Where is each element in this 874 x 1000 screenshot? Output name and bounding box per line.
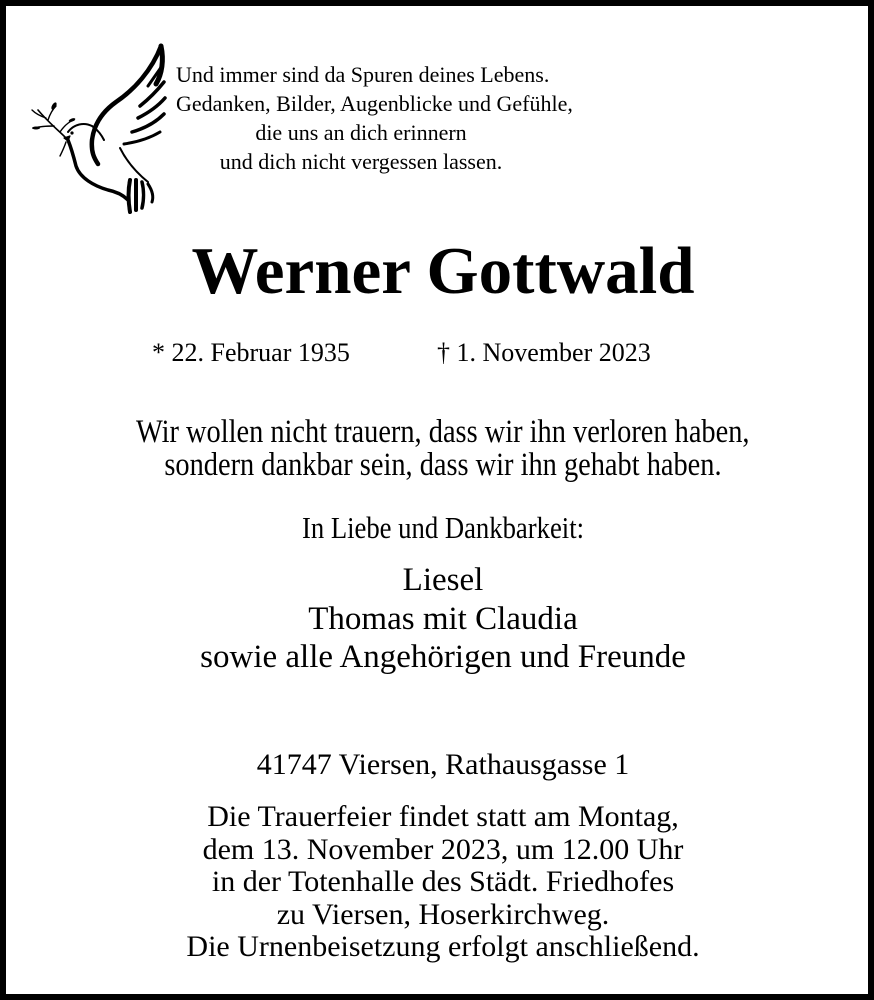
closing-intro <box>6 512 874 543</box>
mourner-line: sowie alle Angehörigen und Freunde <box>200 639 686 675</box>
dove-with-olive-branch-icon <box>24 40 174 216</box>
opening-poem-line: Gedanken, Bilder, Augenblicke und Gefühle, <box>176 91 573 116</box>
birth-date: * 22. Februar 1935 <box>152 338 350 367</box>
quote-line <box>6 416 874 449</box>
ceremony-line: Die Trauerfeier findet statt am Montag, <box>207 800 679 833</box>
opening-poem-line: Und immer sind da Spuren deines Lebens. <box>176 62 550 87</box>
mourner-line: Liesel <box>402 562 484 598</box>
ceremony-line: zu Viersen, Hoserkirchweg. <box>276 898 610 931</box>
quote-line-text: sondern dankbar sein, dass wir ihn gehabt haben. <box>164 447 722 483</box>
ceremony-line: in der Totenhalle des Städt. Friedhofes <box>211 865 675 898</box>
mourner-line: Thomas mit Claudia <box>308 601 578 637</box>
opening-poem-line: und dich nicht vergessen lassen. <box>219 149 503 174</box>
address: 41747 Viersen, Rathausgasse 1 <box>256 748 630 781</box>
ceremony-line: Die Urnenbeisetzung erfolgt anschließend. <box>186 930 700 963</box>
closing-intro-text: In Liebe und Dankbarkeit: <box>301 510 585 545</box>
ceremony-line: dem 13. November 2023, um 12.00 Uhr <box>202 833 684 866</box>
opening-poem-line: die uns an dich erinnern <box>255 120 467 145</box>
quote-line <box>6 449 874 482</box>
quote-line-text: Wir wollen nicht trauern, dass wir ihn verloren haben, <box>136 414 750 450</box>
deceased-name: Werner Gottwald <box>191 234 695 308</box>
death-date: † 1. November 2023 <box>437 338 651 367</box>
